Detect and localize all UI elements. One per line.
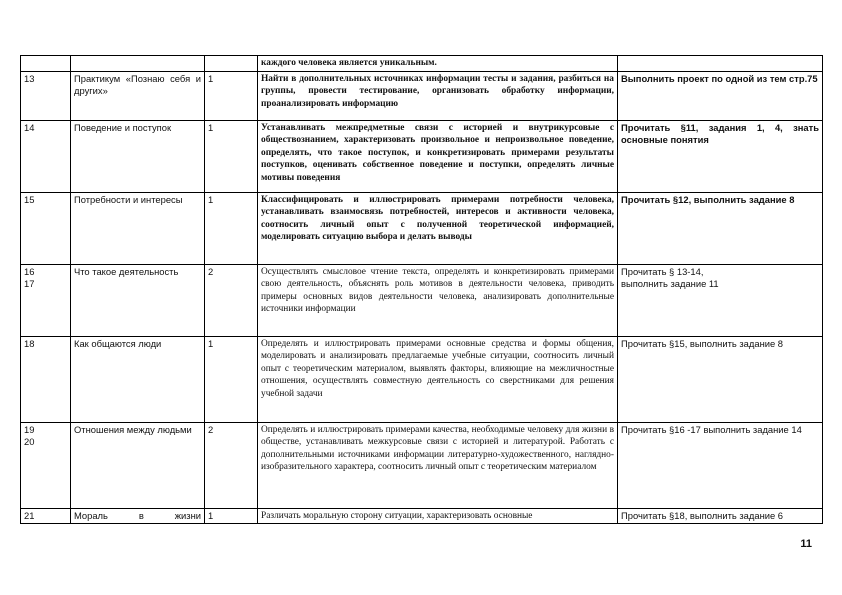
page-number: 11 xyxy=(800,538,812,550)
cell-activity: Устанавливать межпредметные связи с историей и внутрикурсовые с обществознанием, характеризовать произвольное и непроизвольное поведение, определять, что такое поступок, и конкретизировать примерами результаты поступков, оценивать собственное поведение и поступки, определять личные мотивы поведения xyxy=(258,120,618,192)
cell-hours: 2 xyxy=(205,422,258,508)
cell-num: 15 xyxy=(21,192,71,264)
cell-topic: Отношения между людьми xyxy=(71,422,205,508)
cell-activity: Осуществлять смысловое чтение текста, определять и конкретизировать примерами свою деятельность, объяснять роль мотивов в деятельности человека, приводить примеры основных видов деятельности человека, анализировать дополнительные источники информации xyxy=(258,264,618,336)
cell-topic: Как общаются люди xyxy=(71,336,205,422)
cell-num: 21 xyxy=(21,508,71,524)
table-row xyxy=(21,192,823,264)
cell-homework: Прочитать §12, выполнить задание 8 xyxy=(618,192,823,264)
cell-activity: Определять и иллюстрировать примерами качества, необходимые человеку для жизни в обществе, устанавливать межкурсовые связи с историей и литературой. Работать с дополнительными источниками информации литературно-художественного, наглядно-изобразительного характера, соотносить личный опыт с теоретическим материалом xyxy=(258,422,618,508)
cell-hours: 1 xyxy=(205,120,258,192)
cell-topic: Потребности и интересы xyxy=(71,192,205,264)
cell-num: 19 20 xyxy=(21,422,71,508)
cell-num: 13 xyxy=(21,71,71,120)
table-row xyxy=(21,508,823,524)
cell-homework: Прочитать §18, выполнить задание 6 xyxy=(618,508,823,524)
cell-topic xyxy=(71,56,205,72)
cell-hours: 1 xyxy=(205,508,258,524)
cell-hours: 1 xyxy=(205,192,258,264)
table-row xyxy=(21,71,823,120)
table-row xyxy=(21,336,823,422)
cell-homework: Прочитать §15, выполнить задание 8 xyxy=(618,336,823,422)
cell-topic: Что такое деятельность xyxy=(71,264,205,336)
cell-homework: Прочитать § 13-14, выполнить задание 11 xyxy=(618,264,823,336)
cell-hours: 1 xyxy=(205,336,258,422)
cell-homework xyxy=(618,56,823,72)
cell-activity: Найти в дополнительных источниках информации тесты и задания, разбиться на группы, провести тестирование, организовать обработку информации, проанализировать информацию xyxy=(258,71,618,120)
cell-num: 18 xyxy=(21,336,71,422)
cell-topic: Поведение и поступок xyxy=(71,120,205,192)
cell-topic: Практикум «Познаю себя и других» xyxy=(71,71,205,120)
table-row-continuation xyxy=(21,56,823,72)
lesson-plan-table xyxy=(20,55,823,524)
cell-hours xyxy=(205,56,258,72)
cell-activity: Классифицировать и иллюстрировать примерами потребности человека, устанавливать взаимосвязь потребностей, интересов и активности человека, соотносить личный опыт с полученной теоретической информацией, моделировать ситуацию выбора и делать выводы xyxy=(258,192,618,264)
cell-activity: Различать моральную сторону ситуации, характеризовать основные xyxy=(258,508,618,524)
table-row xyxy=(21,120,823,192)
table-row xyxy=(21,264,823,336)
cell-hours: 2 xyxy=(205,264,258,336)
cell-num: 16 17 xyxy=(21,264,71,336)
cell-hours: 1 xyxy=(205,71,258,120)
cell-homework: Выполнить проект по одной из тем стр.75 xyxy=(618,71,823,120)
cell-num: 14 xyxy=(21,120,71,192)
cell-homework: Прочитать §16 -17 выполнить задание 14 xyxy=(618,422,823,508)
cell-topic: Мораль в жизни xyxy=(71,508,205,524)
cell-homework: Прочитать §11, задания 1, 4, знать основные понятия xyxy=(618,120,823,192)
table-row xyxy=(21,422,823,508)
cell-activity: каждого человека является уникальным. xyxy=(258,56,618,72)
cell-activity: Определять и иллюстрировать примерами основные средства и формы общения, моделировать и анализировать предлагаемые учебные ситуации, соотносить личный опыт с теоретическим материалом, выявлять факторы, влияющие на межличностные отношения, осуществлять совместную деятельность со сверстниками для решения учебной задачи xyxy=(258,336,618,422)
cell-num xyxy=(21,56,71,72)
